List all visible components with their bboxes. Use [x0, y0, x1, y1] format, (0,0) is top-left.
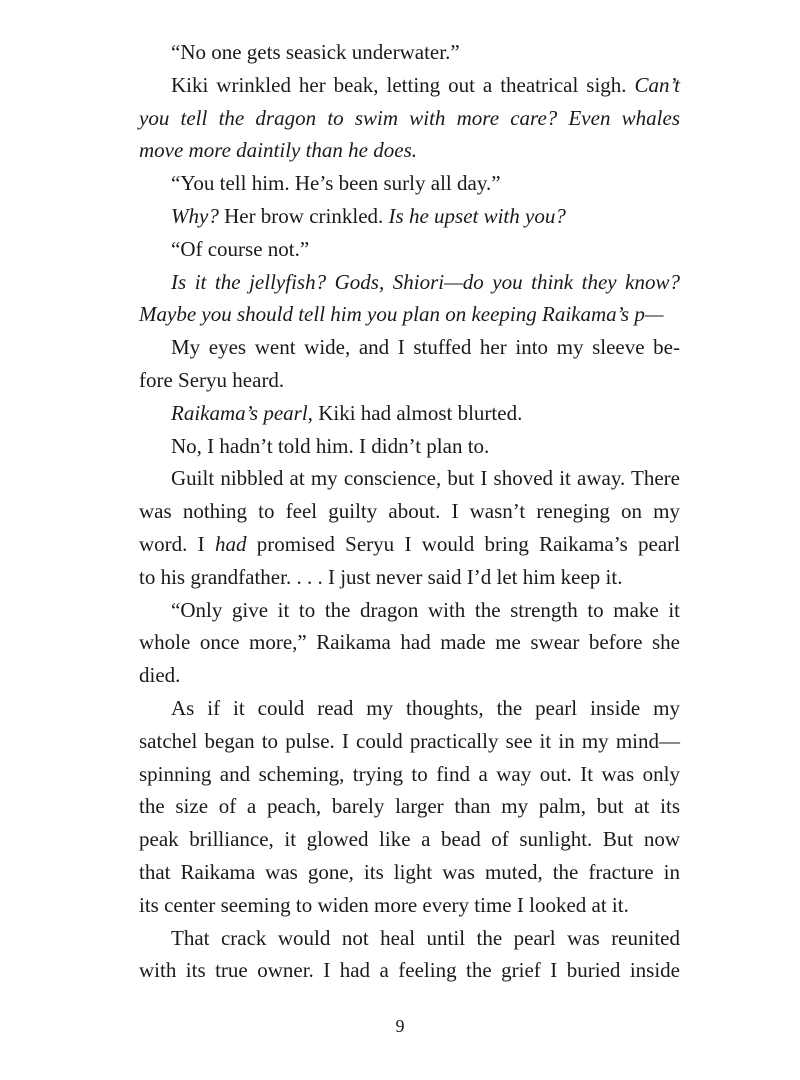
text-run: promised Seryu I would bring Raikama’s pearl: [246, 531, 680, 556]
text-line: [139, 134, 680, 167]
italic-text: Can’t: [634, 72, 680, 97]
text-run: My eyes went wide, and I stuffed her into my sleeve be-: [171, 335, 680, 360]
text-line: [139, 331, 680, 364]
text-line: [139, 364, 680, 397]
text-line: [139, 233, 680, 266]
text-line: [139, 462, 680, 495]
text-line: [139, 266, 680, 299]
text-run: “Of course not.”: [171, 236, 310, 261]
text-line: [139, 561, 680, 594]
text-line: [139, 954, 680, 987]
text-line: [139, 692, 680, 725]
text-line: [139, 397, 680, 430]
text-line: [139, 758, 680, 791]
italic-text: Is it the jellyfish? Gods, Shiori—do you think they know?: [171, 269, 680, 294]
text-run: No, I hadn’t told him. I didn’t plan to.: [171, 433, 490, 458]
italic-text: Raikama’s pearl,: [171, 400, 313, 425]
text-line: [139, 69, 680, 102]
text-run: spinning and scheming, trying to find a way out. It was only: [139, 761, 680, 786]
text-run: the size of a peach, barely larger than my palm, but at its: [139, 794, 680, 819]
text-line: [139, 36, 680, 69]
text-line: [139, 167, 680, 200]
italic-text: move more daintily than he does.: [139, 138, 417, 163]
italic-text: Is he upset with you?: [388, 203, 566, 228]
italic-text: had: [214, 531, 247, 556]
text-run: word. I: [139, 531, 215, 556]
text-run: “No one gets seasick underwater.”: [171, 40, 460, 64]
text-run: As if it could read my thoughts, the pearl inside my: [171, 695, 680, 720]
text-line: [139, 430, 680, 463]
text-line: [139, 823, 680, 856]
text-run: Her brow crinkled.: [218, 203, 389, 228]
text-run: to his grandfather. . . . I just never said I’d let him keep it.: [139, 564, 623, 589]
text-run: “You tell him. He’s been surly all day.”: [171, 171, 501, 196]
text-line: [139, 725, 680, 758]
text-run: That crack would not heal until the pearl was reunited: [171, 925, 680, 950]
text-run: Guilt nibbled at my conscience, but I shoved it away. There: [171, 466, 680, 491]
text-line: [139, 790, 680, 823]
text-line: [139, 594, 680, 627]
text-run: fore Seryu heard.: [139, 367, 285, 392]
text-line: [139, 495, 680, 528]
text-line: [139, 298, 680, 331]
text-line: [139, 856, 680, 889]
text-run: “Only give it to the dragon with the strength to make it: [171, 597, 680, 622]
text-run: Kiki had almost blurted.: [312, 400, 523, 425]
italic-text: Why?: [171, 203, 219, 228]
text-line: [139, 528, 680, 561]
text-run: whole once more,” Raikama had made me swear before she: [139, 630, 680, 655]
text-run: peak brilliance, it glowed like a bead of sunlight. But now: [139, 827, 680, 852]
page-number: 9: [395, 1016, 405, 1036]
text-line: [139, 102, 680, 135]
text-run: with its true owner. I had a feeling the grief I buried inside: [139, 958, 680, 983]
text-run: its center seeming to widen more every time I looked at it.: [139, 892, 629, 917]
text-run: that Raikama was gone, its light was muted, the fracture in: [139, 859, 680, 884]
text-run: died.: [139, 663, 181, 688]
text-run: was nothing to feel guilty about. I wasn’t reneging on my: [139, 499, 680, 524]
text-line: [139, 922, 680, 955]
book-page-text: [139, 36, 680, 987]
text-run: Kiki wrinkled her beak, letting out a theatrical sigh.: [171, 72, 635, 97]
text-run: satchel began to pulse. I could practically see it in my mind—: [139, 728, 680, 753]
text-line: [139, 626, 680, 659]
text-line: [139, 200, 680, 233]
italic-text: Maybe you should tell him you plan on keeping Raikama’s p—: [139, 302, 664, 327]
italic-text: you tell the dragon to swim with more care? Even whales: [139, 105, 680, 130]
text-line: [139, 659, 680, 692]
text-line: [139, 889, 680, 922]
